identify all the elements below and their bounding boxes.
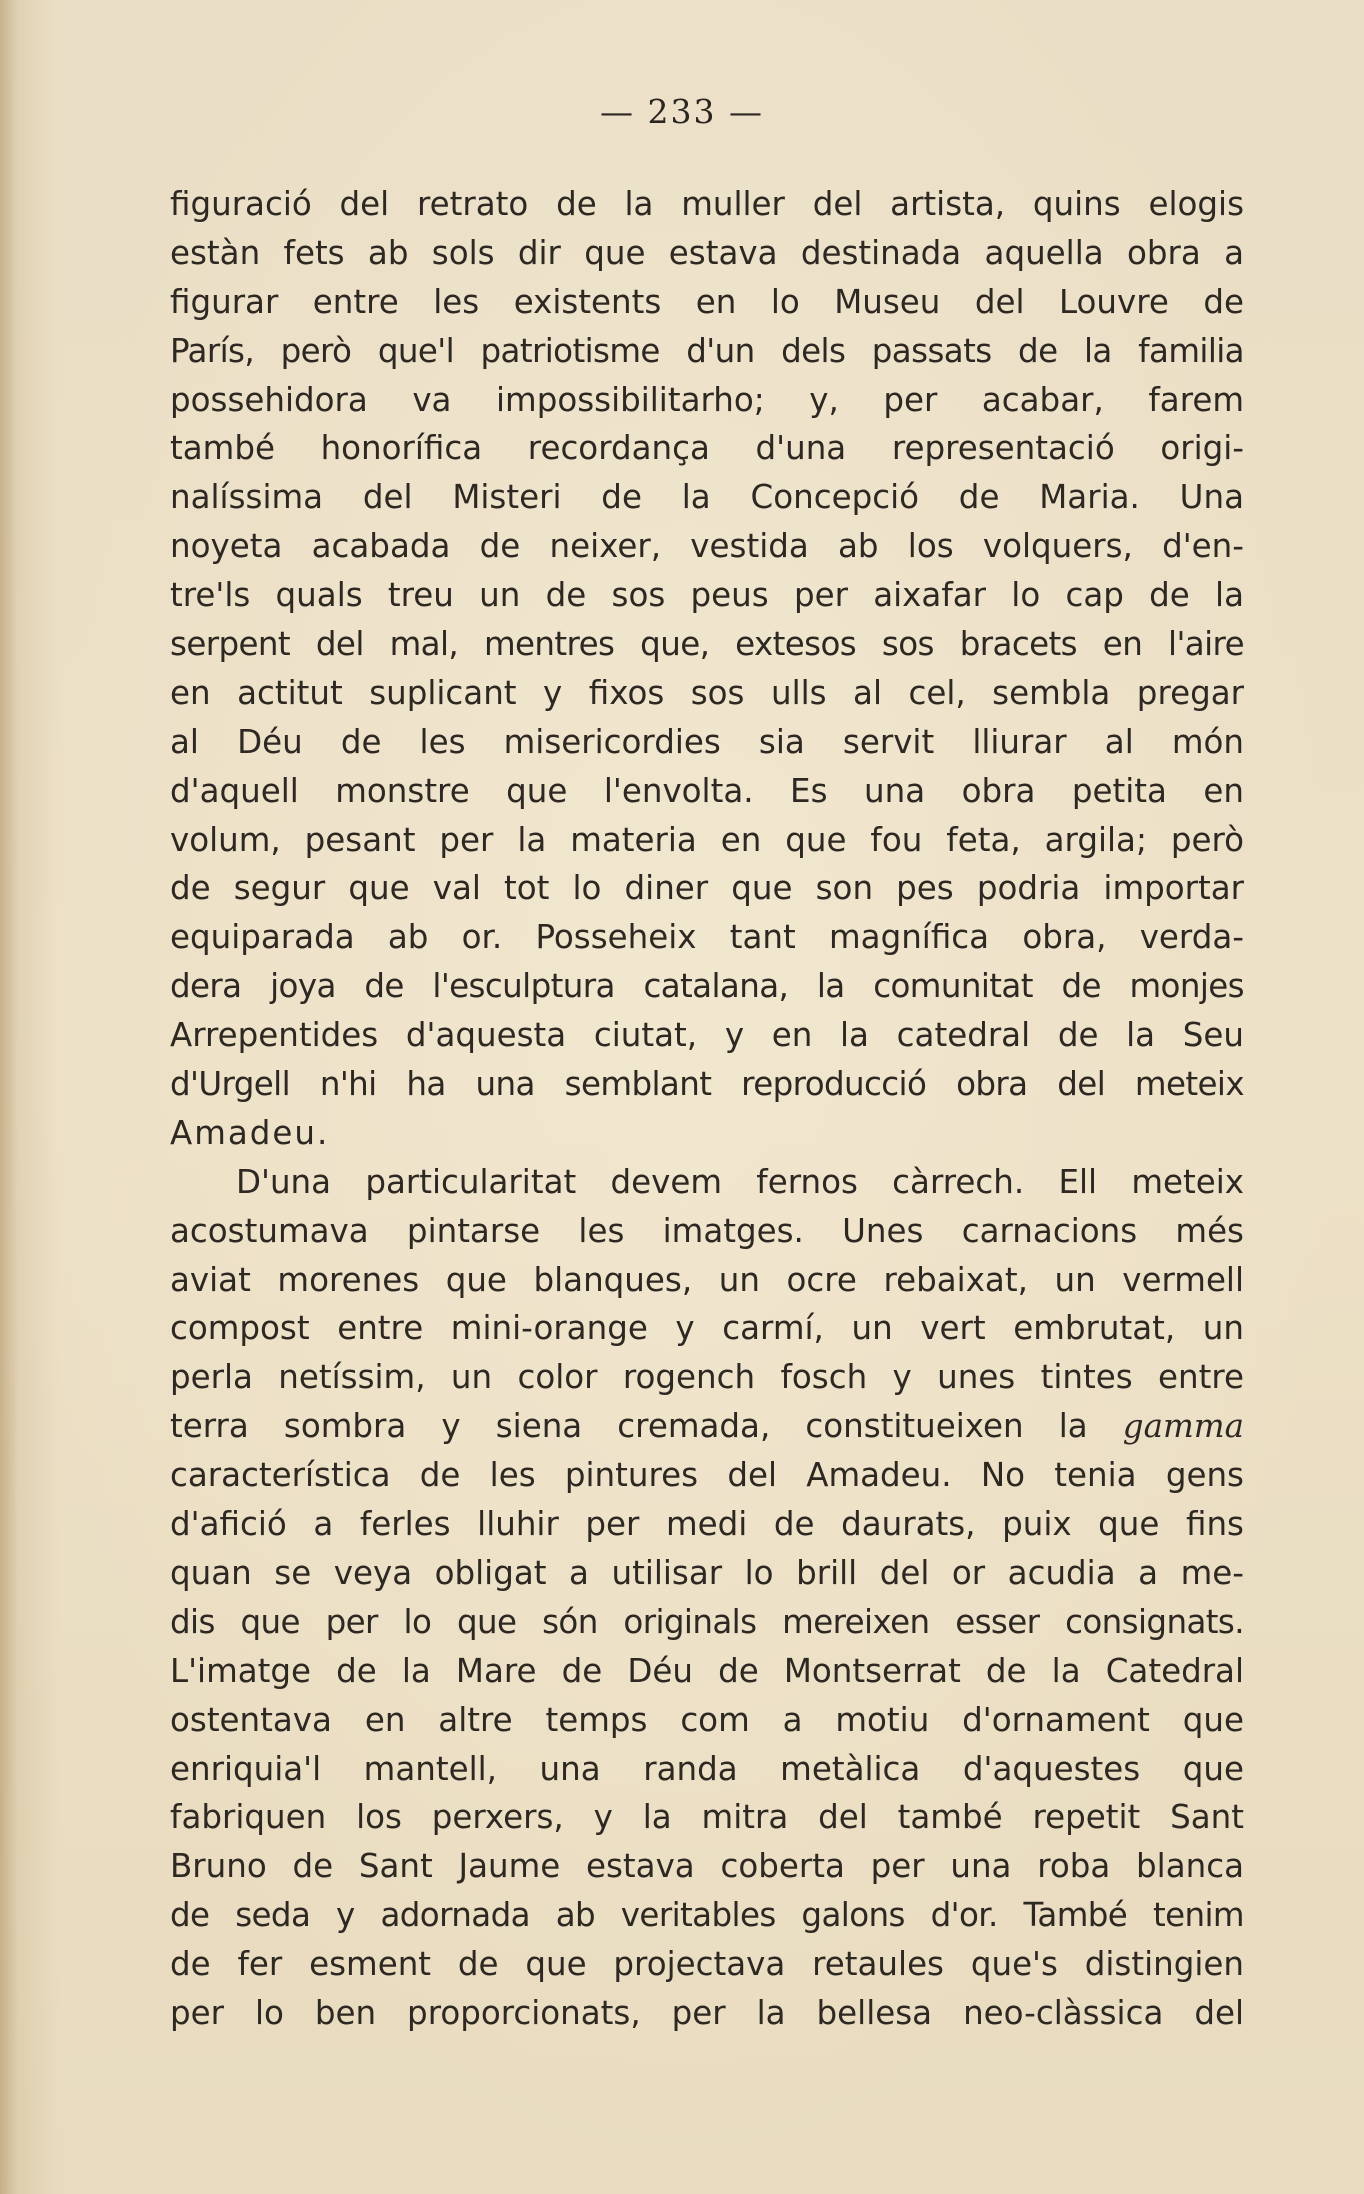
- text-line: d'Urgell n'hi ha una semblant reproducció obra del meteix: [170, 1065, 1244, 1104]
- text-line: Bruno de Sant Jaume estava coberta per una roba blanca: [170, 1847, 1244, 1886]
- text-line: al Déu de les misericordies sia servit lliurar al món: [170, 722, 1244, 761]
- text-line: nalíssima del Misteri de la Concepció de Maria. Una: [170, 478, 1244, 517]
- text-line: d'afició a ferles lluhir per medi de daurats, puix que fins: [170, 1505, 1244, 1544]
- text-line: acostumava pintarse les imatges. Unes carnacions més: [170, 1211, 1244, 1250]
- text-line: estàn fets ab sols dir que estava destinada aquella obra a: [170, 233, 1244, 272]
- text-line: volum, pesant per la materia en que fou feta, argila; però: [170, 820, 1244, 859]
- text-line: serpent del mal, mentres que, extesos sos bracets en l'aire: [170, 625, 1244, 664]
- text-line: característica de les pintures del Amadeu. No tenia gens: [170, 1456, 1244, 1495]
- text-line: D'una particularitat devem fernos càrrech. Ell meteix: [236, 1162, 1244, 1201]
- text-line: de seda y adornada ab veritables galons d'or. També tenim: [170, 1896, 1244, 1935]
- text-line: possehidora va impossibilitarho; y, per acabar, farem: [170, 380, 1244, 419]
- text-line: perla netíssim, un color rogench fosch y unes tintes entre: [170, 1358, 1244, 1397]
- text-line: també honorífica recordança d'una representació origi-: [170, 429, 1244, 468]
- text-line-with-italic: [170, 1402, 1244, 1451]
- text-line: quan se veya obligat a utilisar lo brill del or acudia a me-: [170, 1553, 1244, 1592]
- text-line: Arrepentides d'aquesta ciutat, y en la catedral de la Seu: [170, 1016, 1244, 1055]
- text-line: figurar entre les existents en lo Museu del Louvre de: [170, 282, 1244, 321]
- text-line: enriquia'l mantell, una randa metàlica d'aquestes que: [170, 1749, 1244, 1788]
- text-line: de fer esment de que projectava retaules que's distingien: [170, 1945, 1244, 1984]
- page-number: — 233 —: [600, 92, 764, 131]
- body-text: [170, 180, 1244, 2038]
- text-line: equiparada ab or. Posseheix tant magnífica obra, verda-: [170, 918, 1244, 957]
- text-line: compost entre mini-orange y carmí, un vert embrutat, un: [170, 1309, 1244, 1348]
- text-line: ostentava en altre temps com a motiu d'ornament que: [170, 1700, 1244, 1739]
- text-line: de segur que val tot lo diner que son pes podria importar: [170, 869, 1244, 908]
- text-line: en actitut suplicant y fixos sos ulls al cel, sembla pregar: [170, 673, 1244, 712]
- text-line: dera joya de l'esculptura catalana, la comunitat de monjes: [170, 967, 1244, 1006]
- italic-term: gamma: [1122, 1407, 1244, 1446]
- text-line: aviat morenes que blanques, un ocre rebaixat, un vermell: [170, 1260, 1244, 1299]
- text-line: L'imatge de la Mare de Déu de Montserrat de la Catedral: [170, 1651, 1244, 1690]
- text-line: figuració del retrato de la muller del artista, quins elogis: [170, 185, 1244, 223]
- text-line: dis que per lo que són originals mereixen esser consignats.: [170, 1602, 1244, 1641]
- text-line: Amadeu.: [170, 1113, 330, 1152]
- text-line: noyeta acabada de neixer, vestida ab los volquers, d'en-: [170, 527, 1244, 566]
- text-line: d'aquell monstre que l'envolta. Es una obra petita en: [170, 771, 1244, 810]
- text-line: fabriquen los perxers, y la mitra del també repetit Sant: [170, 1798, 1244, 1837]
- text-line: París, però que'l patriotisme d'un dels passats de la familia: [170, 331, 1244, 370]
- text-fragment: terra sombra y siena cremada, constitueixen la: [170, 1407, 1088, 1446]
- text-line: per lo ben proporcionats, per la bellesa neo-clàssica del: [170, 1993, 1244, 2032]
- text-line: tre'ls quals treu un de sos peus per aixafar lo cap de la: [170, 576, 1244, 615]
